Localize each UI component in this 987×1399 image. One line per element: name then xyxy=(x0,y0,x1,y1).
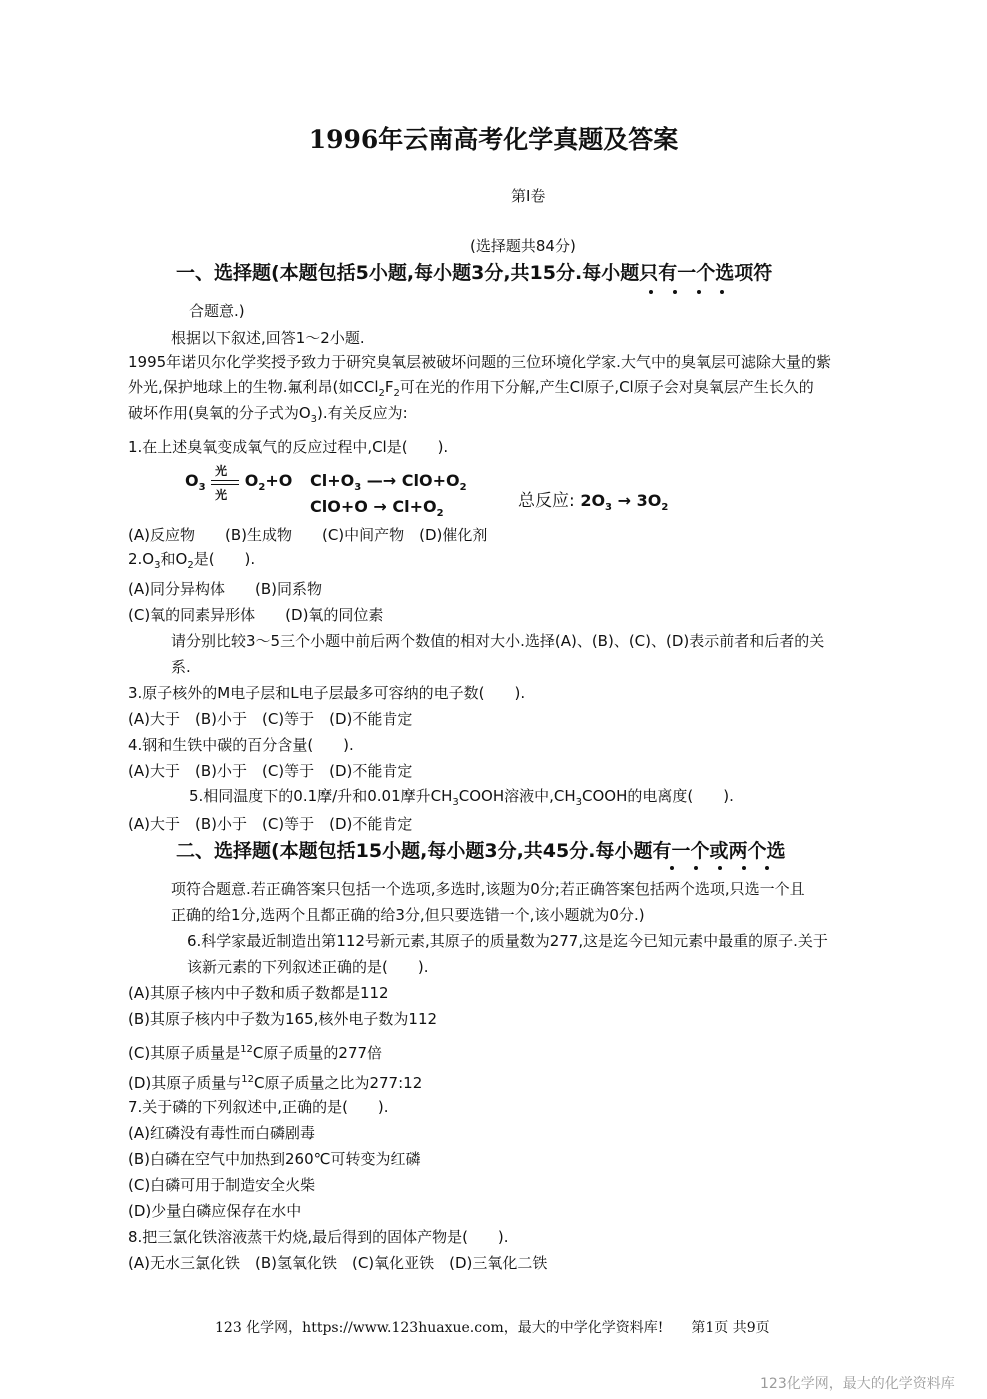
document-title: 1996年云南高考化学真题及答案 xyxy=(308,125,679,154)
q1-stem: 1.在上述臭氧变成氧气的反应过程中,Cl是( ). xyxy=(128,438,449,456)
reaction-3: $ClO+O \to Cl+O_2$ xyxy=(310,497,444,520)
q3-stem: 3.原子核外的M电子层和L电子层最多可容纳的电子数( ). xyxy=(128,684,526,702)
emphasis-dot xyxy=(742,866,746,870)
q7-option-c: (C)白磷可用于制造安全火柴 xyxy=(128,1176,316,1194)
section2-heading: 二、选择题(本题包括15小题,每小题3分,共45分.每小题有一个或两个选 xyxy=(176,840,786,862)
volume-note: (选择题共84分) xyxy=(470,237,576,255)
intro-q1-2: 根据以下叙述,回答1～2小题. xyxy=(171,329,365,347)
q6-option-c: (C)其原子质量是$^{12}$C原子质量的277倍 xyxy=(128,1044,383,1062)
emphasis-dot xyxy=(694,866,698,870)
q6-option-a: (A)其原子核内中子数和质子数都是112 xyxy=(128,984,389,1002)
section1-heading-cont: 合题意.) xyxy=(189,302,245,320)
intro-q3-5-line2: 系. xyxy=(171,658,191,676)
q1-options: (A)反应物 (B)生成物 (C)中间产物 (D)催化剂 xyxy=(128,526,488,544)
emphasis-dot xyxy=(649,290,653,294)
emphasis-dot xyxy=(720,290,724,294)
q2-options-2: (C)氧的同素异形体 (D)氧的同位素 xyxy=(128,606,384,624)
q6-option-b: (B)其原子核内中子数为165,核外电子数为112 xyxy=(128,1010,438,1028)
section1-heading: 一、选择题(本题包括5小题,每小题3分,共15分.每小题只有一个选项符 xyxy=(176,262,773,284)
section2-cont1: 项符合题意.若正确答案只包括一个选项,多选时,该题为0分;若正确答案包括两个选项,只选一个且 xyxy=(171,880,805,898)
watermark: 123化学网，最大的化学资料库 xyxy=(760,1376,955,1392)
emphasis-dot xyxy=(697,290,701,294)
q8-stem: 8.把三氯化铁溶液蒸干灼烧,最后得到的固体产物是( ). xyxy=(128,1228,509,1246)
q8-options: (A)无水三氯化铁 (B)氢氧化铁 (C)氧化亚铁 (D)三氧化二铁 xyxy=(128,1254,548,1272)
passage-line3: 破坏作用(臭氧的分子式为$O_3$).有关反应为: xyxy=(128,404,408,425)
q6-stem-1: 6.科学家最近制造出第112号新元素,其原子的质量数为277,这是迄今已知元素中最重的原子.关于 xyxy=(187,932,828,950)
q2-options-1: (A)同分异构体 (B)同系物 xyxy=(128,580,322,598)
q7-option-d: (D)少量白磷应保存在水中 xyxy=(128,1202,302,1220)
emphasis-dot xyxy=(765,866,769,870)
q6-option-d: (D)其原子质量与$^{12}$C原子质量之比为277:12 xyxy=(128,1074,423,1092)
q4-options: (A)大于 (B)小于 (C)等于 (D)不能肯定 xyxy=(128,762,413,780)
reaction-1: $O_3$ 光 光 $O_2+O$ xyxy=(185,463,293,502)
intro-q3-5-line1: 请分别比较3～5三个小题中前后两个数值的相对大小.选择(A)、(B)、(C)、(D)表示前者和后者的关 xyxy=(171,632,825,650)
q5-options: (A)大于 (B)小于 (C)等于 (D)不能肯定 xyxy=(128,815,413,833)
overall-reaction: 总反应: $2O_3 \to 3O_2$ xyxy=(518,491,669,514)
section2-cont2: 正确的给1分,选两个且都正确的给3分,但只要选错一个,该小题就为0分.) xyxy=(171,906,645,924)
q3-options: (A)大于 (B)小于 (C)等于 (D)不能肯定 xyxy=(128,710,413,728)
q7-stem: 7.关于磷的下列叙述中,正确的是( ). xyxy=(128,1098,389,1116)
q6-stem-2: 该新元素的下列叙述正确的是( ). xyxy=(187,958,429,976)
q7-option-a: (A)红磷没有毒性而白磷剧毒 xyxy=(128,1124,315,1142)
emphasis-dot xyxy=(718,866,722,870)
q7-option-b: (B)白磷在空气中加热到260℃可转变为红磷 xyxy=(128,1150,421,1168)
q4-stem: 4.钢和生铁中碳的百分含量( ). xyxy=(128,736,354,754)
q5-stem: 5.相同温度下的0.1摩/升和0.01摩升$CH_3COOH$溶液中$,CH_3COOH$的电离度( ). xyxy=(189,787,734,808)
double-arrow-icon: 光 光 xyxy=(211,472,239,492)
volume-label: 第I卷 xyxy=(511,187,546,205)
passage-line2: 外光,保护地球上的生物.氟利昂(如$CCl_2F_2$可在光的作用下分解,产生Cl原子,Cl原子会对臭氧层产生长久的 xyxy=(128,378,814,399)
page-footer: 123 化学网，https://www.123huaxue.com，最大的中学化学资料库! 第1页 共9页 xyxy=(215,1320,770,1336)
q2-stem: $2.O_3$和$O_2$是( ). xyxy=(128,550,256,571)
passage-line1: 1995年诺贝尔化学奖授予致力于研究臭氧层被破坏问题的三位环境化学家.大气中的臭氧层可滤除大量的紫 xyxy=(128,353,831,371)
emphasis-dot xyxy=(670,866,674,870)
emphasis-dot xyxy=(673,290,677,294)
reaction-2: $Cl+O_3$ —→ $ClO+O_2$ xyxy=(310,471,467,494)
